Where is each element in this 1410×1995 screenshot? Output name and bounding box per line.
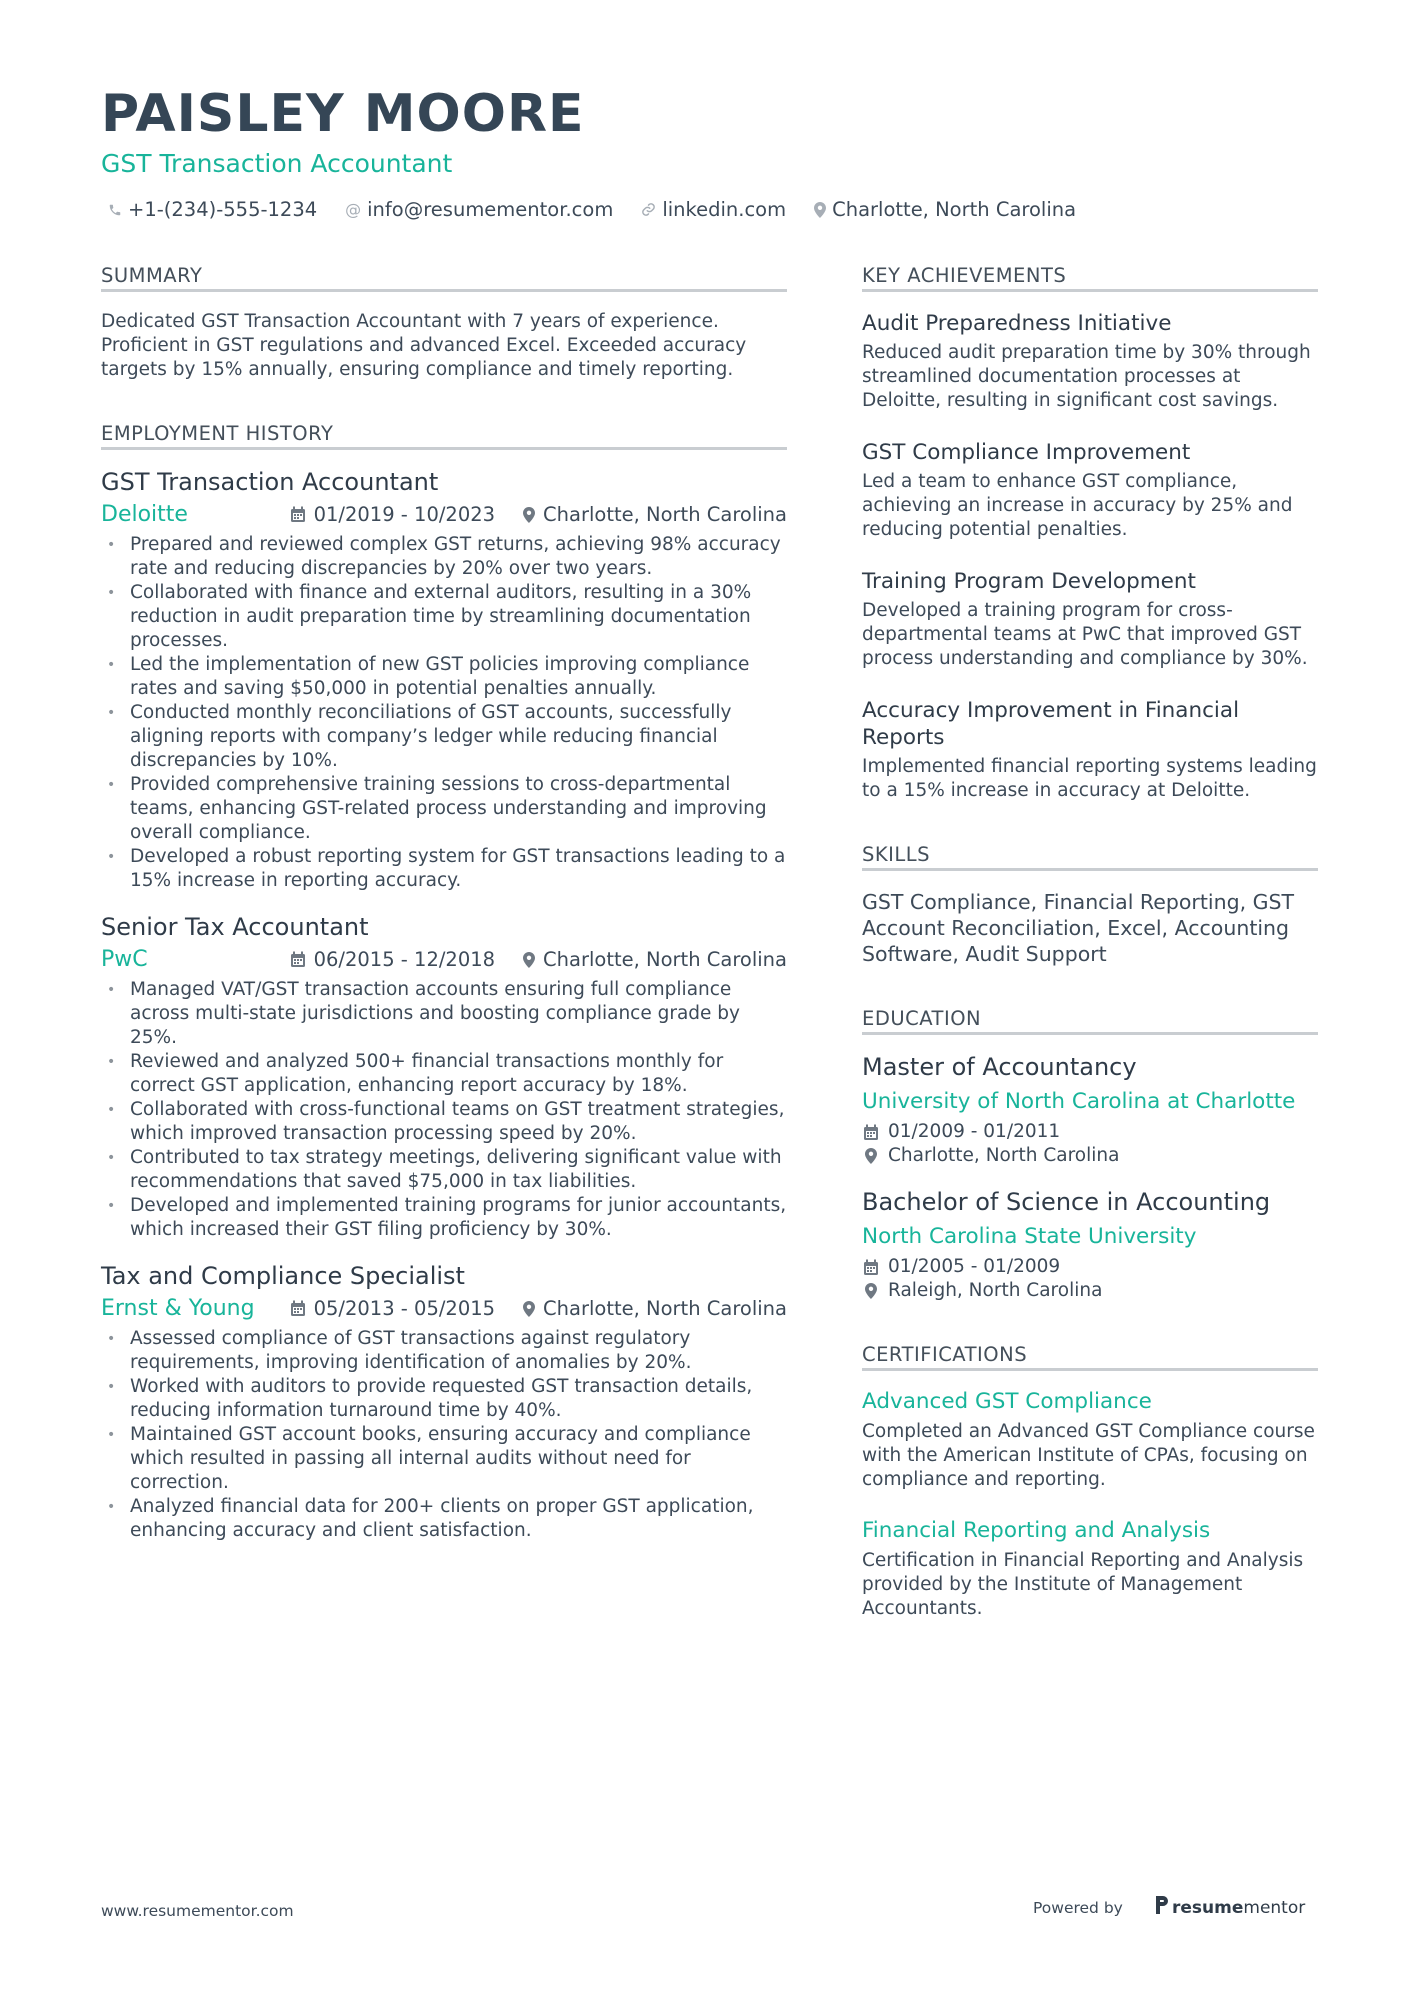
certification-title: Financial Reporting and Analysis [862, 1518, 1211, 1543]
achievement-item [862, 310, 1318, 413]
achievement-item [862, 697, 1318, 803]
calendar-icon [290, 1300, 306, 1317]
certification-item [862, 1389, 1318, 1492]
right-column [862, 264, 1318, 1661]
candidate-headline: GST Transaction Accountant [101, 149, 453, 178]
map-pin-icon [523, 952, 535, 968]
job-meta [101, 502, 787, 527]
achievement-title: Accuracy Improvement in Financial Reports [862, 698, 1240, 750]
job-bullets [101, 978, 787, 1242]
job-bullet: • Maintained GST account books, ensuring accuracy and compliance which resulted in passing all internal audits without need for correction. [101, 1423, 787, 1495]
achievement-title: GST Compliance Improvement [862, 440, 1191, 465]
job-bullet: • Worked with auditors to provide requested GST transaction details, reducing information turnaround time by 40%. [101, 1375, 787, 1423]
education-school: North Carolina State University [862, 1224, 1197, 1249]
job-company: Deloitte [101, 502, 188, 527]
job-title: GST Transaction Accountant [101, 468, 439, 496]
job-bullet: • Analyzed financial data for 200+ clients on proper GST application, enhancing accuracy and client satisfaction. [101, 1495, 787, 1543]
job-bullet: • Reviewed and analyzed 500+ financial transactions monthly for correct GST application, enhancing report accuracy by 18%. [101, 1050, 787, 1098]
education-item [862, 1188, 1318, 1303]
contact-linkedin[interactable] [641, 198, 786, 221]
job-location: Charlotte, North Carolina [523, 948, 787, 971]
footer-brand-logo[interactable] [1154, 1896, 1305, 1919]
job-meta [101, 947, 787, 972]
education-heading: EDUCATION [862, 1007, 1318, 1035]
achievements-heading: KEY ACHIEVEMENTS [862, 264, 1318, 292]
left-column [101, 264, 787, 1563]
skills-section [862, 843, 1318, 967]
contact-phone[interactable] [108, 198, 317, 221]
achievement-title: Training Program Development [862, 569, 1196, 594]
education-location: Charlotte, North Carolina [862, 1144, 1318, 1168]
certification-title: Advanced GST Compliance [862, 1389, 1152, 1414]
employment-section [101, 422, 787, 1543]
job-bullet: • Provided comprehensive training sessions to cross-departmental teams, enhancing GST-related process understanding and improving overall compliance. [101, 773, 787, 845]
brand-logo-icon [1154, 1896, 1168, 1919]
summary-heading: SUMMARY [101, 264, 787, 292]
summary-section [101, 264, 787, 382]
job-entry [101, 1262, 787, 1543]
brand-name-part2: mentor [1243, 1897, 1306, 1918]
job-bullet: • Developed and implemented training programs for junior accountants, which increased their GST filing proficiency by 30%. [101, 1194, 787, 1242]
achievement-text: Developed a training program for cross-departmental teams at PwC that improved GST process understanding and compliance by 30%. [862, 600, 1308, 669]
link-icon [641, 202, 656, 217]
contact-location [814, 198, 1076, 221]
job-bullet: • Conducted monthly reconciliations of GST accounts, successfully aligning reports with company’s ledger while reducing financial discrepancies by 10%. [101, 701, 787, 773]
achievement-text: Implemented financial reporting systems leading to a 15% increase in accuracy at Deloitte. [862, 756, 1317, 801]
achievement-text: Led a team to enhance GST compliance, achieving an increase in accuracy by 25% and reducing potential penalties. [862, 471, 1293, 540]
job-bullets [101, 533, 787, 893]
calendar-icon [290, 951, 306, 968]
achievement-text: Reduced audit preparation time by 30% through streamlined documentation processes at Deloitte, resulting in significant cost savings. [862, 342, 1311, 411]
job-entry [101, 468, 787, 893]
footer-url[interactable]: www.resumementor.com [101, 1902, 294, 1920]
contact-email[interactable] [345, 198, 613, 221]
at-sign-icon: @ [345, 200, 362, 219]
job-meta [101, 1296, 787, 1321]
job-entry [101, 913, 787, 1242]
education-section [862, 1007, 1318, 1303]
education-degree: Bachelor of Science in Accounting [862, 1188, 1271, 1216]
education-school: University of North Carolina at Charlotte [862, 1089, 1296, 1114]
job-dates: 05/2013 - 05/2015 [290, 1297, 495, 1320]
linkedin-text: linkedin.com [662, 198, 787, 221]
skills-heading: SKILLS [862, 843, 1318, 871]
job-bullet: • Prepared and reviewed complex GST returns, achieving 98% accuracy rate and reducing discrepancies by 20% over two years. [101, 533, 787, 581]
certification-text: Completed an Advanced GST Compliance course with the American Institute of CPAs, focusing on compliance and reporting. [862, 1421, 1315, 1490]
map-pin-icon [523, 507, 535, 523]
achievement-item [862, 439, 1318, 542]
job-dates: 01/2019 - 10/2023 [290, 503, 495, 526]
certification-text: Certification in Financial Reporting and Analysis provided by the Institute of Management Accountants. [862, 1550, 1304, 1619]
map-pin-icon [862, 1283, 880, 1299]
job-company: PwC [101, 947, 148, 972]
job-bullet: • Assessed compliance of GST transactions against regulatory requirements, improving identification of anomalies by 20%. [101, 1327, 787, 1375]
achievement-item [862, 568, 1318, 671]
education-degree: Master of Accountancy [862, 1053, 1137, 1081]
phone-icon [108, 203, 122, 217]
email-text: info@resumementor.com [367, 198, 614, 221]
map-pin-icon [523, 1301, 535, 1317]
calendar-icon [862, 1259, 880, 1276]
map-pin-icon [862, 1148, 880, 1164]
map-pin-icon [814, 202, 826, 218]
summary-text: Dedicated GST Transaction Accountant with 7 years of experience. Proficient in GST regulations and advanced Excel. Exceeded accuracy targets by 15% annually, ensuring compliance and timely reporting. [101, 311, 747, 380]
job-title: Senior Tax Accountant [101, 913, 369, 941]
certifications-section [862, 1343, 1318, 1621]
phone-text: +1-(234)-555-1234 [128, 198, 318, 221]
location-text: Charlotte, North Carolina [832, 198, 1077, 221]
employment-heading: EMPLOYMENT HISTORY [101, 422, 787, 450]
job-bullet: • Contributed to tax strategy meetings, delivering significant value with recommendations that saved $75,000 in tax liabilities. [101, 1146, 787, 1194]
job-bullet: • Collaborated with cross-functional teams on GST treatment strategies, which improved transaction processing speed by 20%. [101, 1098, 787, 1146]
contact-bar [108, 198, 1076, 221]
job-company: Ernst & Young [101, 1296, 255, 1321]
job-location: Charlotte, North Carolina [523, 503, 787, 526]
footer-powered-by: Powered by [1033, 1899, 1123, 1917]
job-bullet: • Led the implementation of new GST policies improving compliance rates and saving $50,000 in potential penalties annually. [101, 653, 787, 701]
brand-name-part1: resume [1172, 1897, 1244, 1918]
education-dates: 01/2005 - 01/2009 [862, 1255, 1318, 1279]
skills-text: GST Compliance, Financial Reporting, GST Account Reconciliation, Excel, Accounting Software, Audit Support [862, 890, 1295, 966]
job-bullet: • Developed a robust reporting system for GST transactions leading to a 15% increase in reporting accuracy. [101, 845, 787, 893]
achievements-section [862, 264, 1318, 803]
job-dates: 06/2015 - 12/2018 [290, 948, 495, 971]
job-bullet: • Managed VAT/GST transaction accounts ensuring full compliance across multi-state jurisdictions and boosting compliance grade by 25%. [101, 978, 787, 1050]
certification-item [862, 1518, 1318, 1621]
education-location: Raleigh, North Carolina [862, 1279, 1318, 1303]
calendar-icon [290, 506, 306, 523]
education-dates: 01/2009 - 01/2011 [862, 1120, 1318, 1144]
job-location: Charlotte, North Carolina [523, 1297, 787, 1320]
job-bullet: • Collaborated with finance and external auditors, resulting in a 30% reduction in audit preparation time by streamlining documentation processes. [101, 581, 787, 653]
job-bullets [101, 1327, 787, 1543]
calendar-icon [862, 1124, 880, 1141]
achievement-title: Audit Preparedness Initiative [862, 311, 1172, 336]
certifications-heading: CERTIFICATIONS [862, 1343, 1318, 1371]
job-title: Tax and Compliance Specialist [101, 1262, 465, 1290]
education-item [862, 1053, 1318, 1168]
candidate-name: PAISLEY MOORE [101, 84, 585, 144]
